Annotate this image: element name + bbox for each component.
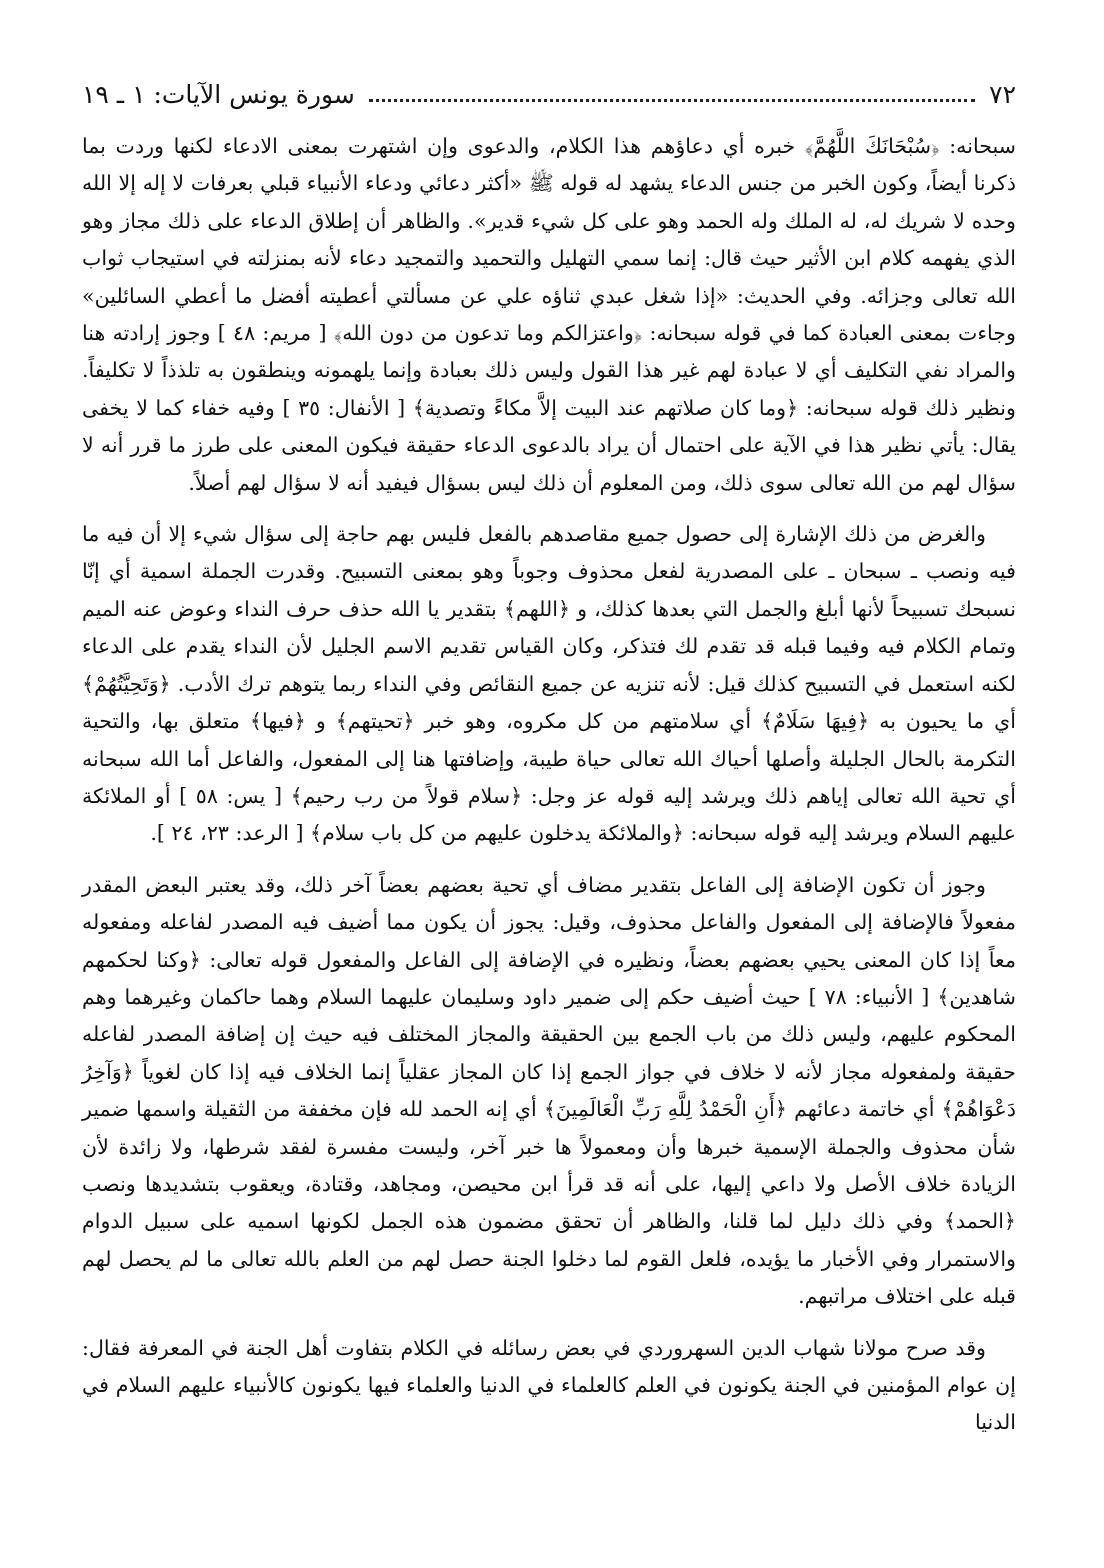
paragraph: وجوز أن تكون الإضافة إلى الفاعل بتقدير مضاف أي تحية بعضهم بعضاً آخر ذلك، وقد يعتبر البعض المقدر مفعولاً فالإضافة إلى المفعول والفاعل محذوف، وقيل: يجوز أن يكون مما أضيف فيه المصدر لفاعله ومفعوله معاً إذا كان المعنى يحيي بعضهم بعضاً، ونظيره في الإضافة إلى الفاعل والمفعول قوله تعالى: ﴿وكنا لحكمهم شاهدين﴾ [ الأنبياء: ٧٨ ] حيث أضيف حكم إلى ضمير داود وسليمان عليهما السلام وهما حاكمان وغيرهما وهم المحكوم عليهم، وليس ذلك من باب الجمع بين الحقيقة والمجاز المختلف فيه حيث إن إضافة المصدر لفاعله حقيقة ولمفعوله مجاز لأنه لا خلاف في جواز الجمع إذا كان المجاز عقلياً إنما الخلاف فيه إذا كان لغوياً ﴿وَآخِرُ دَعْوَاهُمْ﴾ أي خاتمة دعائهم ﴿أَنِ الْحَمْدُ لِلَّهِ رَبِّ الْعَالَمِينَ﴾ أي إنه الحمد لله فإن مخففة من الثقيلة واسمها ضمير شأن محذوف والجملة الإسمية خبرها وأن ومعمولاً ها خبر آخر، وليست مفسرة لفقد شرطها، ولا زائدة لأن الزيادة خلاف الأصل ولا داعي إليها، على أنه قد قرأ ابن محيصن، ومجاهد، وقتادة، ويعقوب بتشديدها ونصب ﴿الحمد﴾ وفي ذلك دليل لما قلنا، والظاهر أن تحقق مضمون هذه الجمل لكونها اسميه على سبيل الدوام والاستمرار وفي الأخبار ما يؤيده، فلعل القوم لما دخلوا الجنة حصل لهم من العلم بالله تعالى ما لم يحصل لهم قبله على اختلاف مراتبهم. <box>82 872 1016 1309</box>
paragraph: والغرض من ذلك الإشارة إلى حصول جميع مقاصدهم بالفعل فليس بهم حاجة إلى سؤال شيء إلا أن فيه ما فيه ونصب ـ سبحان ـ على المصدرية لفعل محذوف وجوباً وهو بمعنى التسبيح. وقدرت الجملة اسمية أي إنّا نسبحك تسبيحاً لأنها أبلغ والجمل التي بعدها كذلك، و ﴿اللهم﴾ بتقدير يا الله حذف حرف النداء وعوض عنه الميم وتمام الكلام فيه وفيما قبله قد تقدم لك فتذكر، وكان القياس تقديم الاسم الجليل لأن النداء يقدم على الدعاء لكنه استعمل في التسبيح كذلك قيل: لأنه تنزيه عن جميع النقائص وفي النداء ربما يتوهم ترك الأدب. ﴿وَتَحِيَّتُهُمْ﴾ أي ما يحيون به ﴿فِيهَا سَلَامٌ﴾ أي سلامتهم من كل مكروه، وهو خبر ﴿تحيتهم﴾ و ﴿فيها﴾ متعلق بها، والتحية التكرمة بالحال الجليلة وأصلها أحياك الله تعالى حياة طيبة، وإضافتها هنا إلى المفعول، والفاعل أما الله سبحانه أي تحية الله تعالى إياهم ذلك ويرشد إليه قوله عز وجل: ﴿سلام قولاً من رب رحيم﴾ [ يس: ٥٨ ] أو الملائكة عليهم السلام ويرشد إليه قوله سبحانه: ﴿والملائكة يدخلون عليهم من كل باب سلام﴾ [ الرعد: ٢٣، ٢٤ ]. <box>82 522 1017 846</box>
header-dotted-leader <box>369 99 975 102</box>
paragraph: وقد صرح مولانا شهاب الدين السهروردي في بعض رسائله في الكلام بتفاوت أهل الجنة في المعرفة فقال: إن عوام المؤمنين في الجنة يكونون في العلم كالعلماء في الدنيا والعلماء فيها يكونون كالأنبياء عليهم السلام في الدنيا <box>82 1335 1016 1435</box>
running-title: سورة يونس الآيات: ١ ـ ١٩ <box>82 79 355 109</box>
page-header <box>82 74 1016 114</box>
page-number: ٧٢ <box>989 79 1016 109</box>
page-body <box>82 128 1016 1456</box>
paragraph: سبحانه: ﴿سُبْحَانَكَ اللَّهُمَّ﴾ خبره أي دعاؤهم هذا الكلام، والدعوى وإن اشتهرت بمعنى الادعاء لكنها وردت بما ذكرنا أيضاً، وكون الخبر من جنس الدعاء يشهد له قوله ﷺ «أكثر دعائي ودعاء الأنبياء قبلي بعرفات لا إله إلا الله وحده لا شريك له، له الملك وله الحمد وهو على كل شيء قدير». والظاهر أن إطلاق الدعاء على ذلك مجاز وهو الذي يفهمه كلام ابن الأثير حيث قال: إنما سمي التهليل والتحميد والتمجيد دعاء لأنه بمنزلته في استيجاب ثواب الله تعالى وجزائه. وفي الحديث: «إذا شغل عبدي ثناؤه علي عن مسألتي أعطيته أفضل ما أعطي السائلين» وجاءت بمعنى العبادة كما في قوله سبحانه: ﴿واعتزالكم وما تدعون من دون الله﴾ [ مريم: ٤٨ ] وجوز إرادته هنا والمراد نفي التكليف أي لا عبادة لهم غير هذا القول وليس ذلك بعبادة وإنما يلهمونه وينطقون به تلذذاً لا تكليفاً. ونظير ذلك قوله سبحانه: ﴿وما كان صلاتهم عند البيت إلاَّ مكاءً وتصدية﴾ [ الأنفال: ٣٥ ] وفيه خفاء كما لا يخفى يقال: يأتي نظير هذا في الآية على احتمال أن يراد بالدعوى الدعاء حقيقة فيكون المعنى على طرز ما قرر أنه لا سؤال لهم من الله تعالى سوى ذلك، ومن المعلوم أن ذلك ليس بسؤال فيفيد أنه لا سؤال لهم أصلاً. <box>82 134 1016 495</box>
